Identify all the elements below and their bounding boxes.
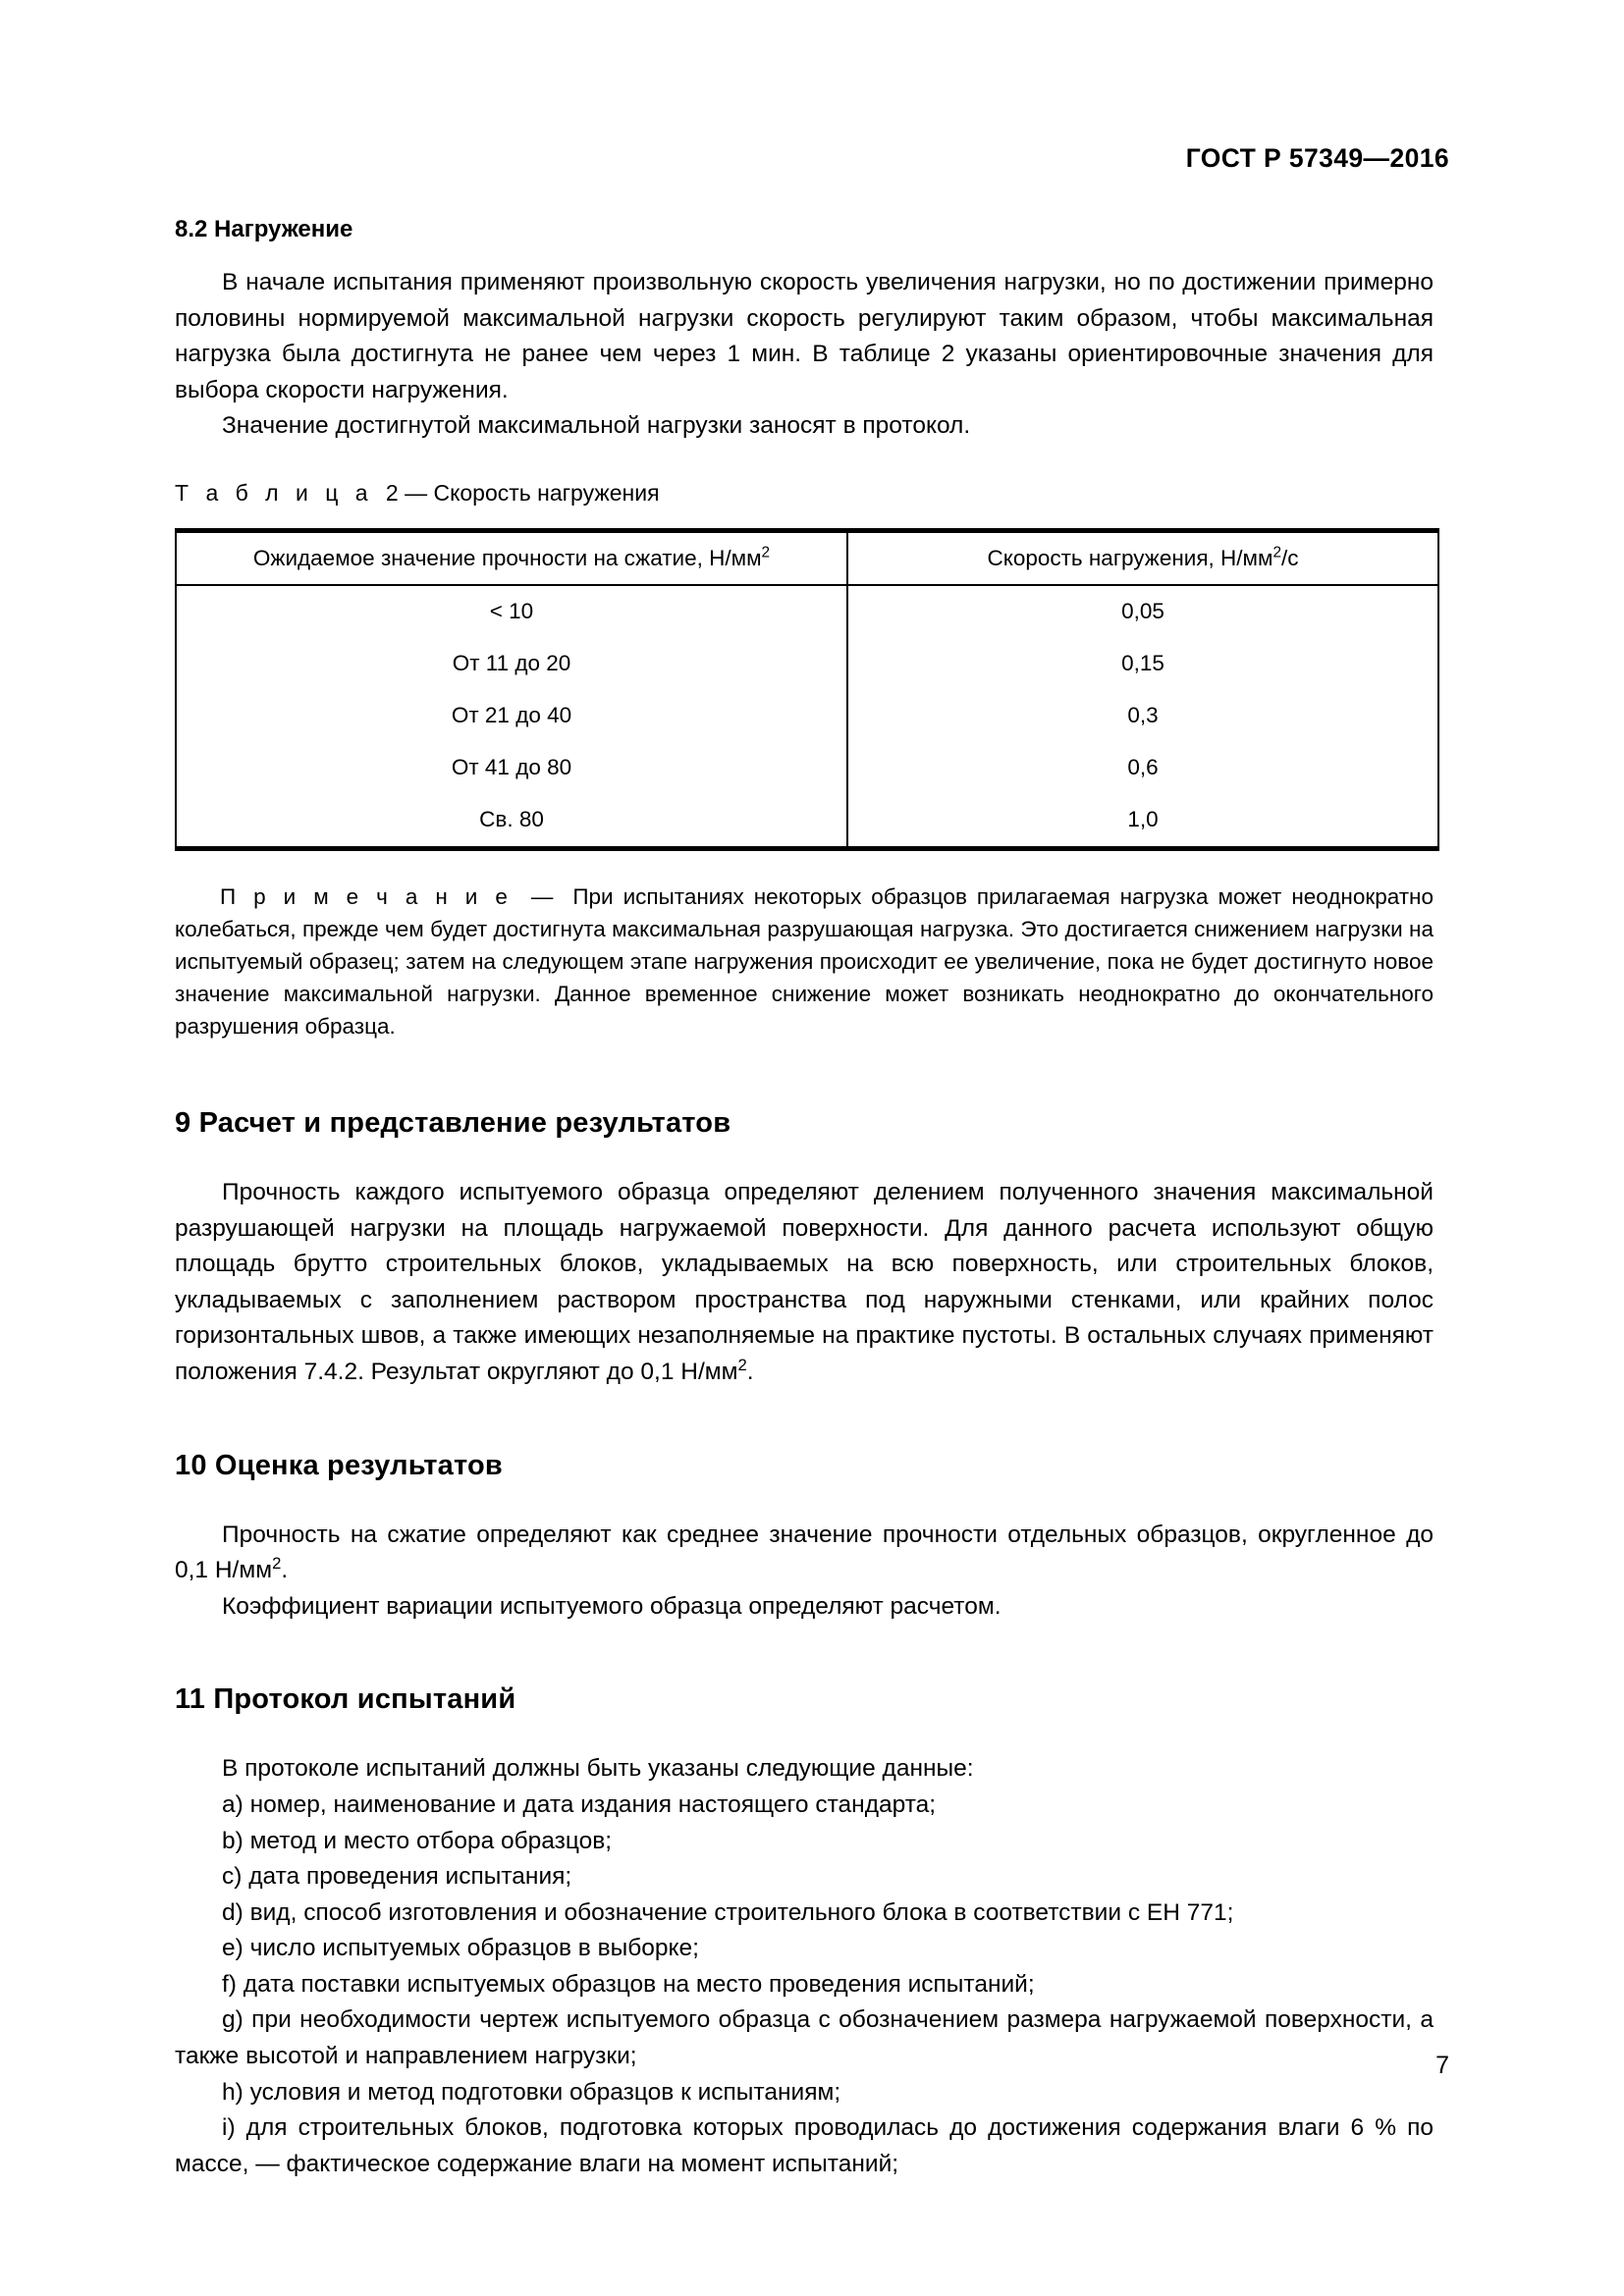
table-caption-label: Т а б л и ц а [175, 479, 374, 506]
table-body [176, 585, 1438, 849]
cell-strength: От 21 до 40 [176, 690, 847, 742]
heading-11: 11 Протокол испытаний [175, 1683, 516, 1716]
cell-rate: 0,05 [847, 585, 1438, 638]
cell-strength: < 10 [176, 585, 847, 638]
page-content [175, 0, 1434, 2182]
heading-8-2: 8.2 Нагружение [175, 216, 353, 242]
table-row [176, 690, 1438, 742]
table-header-row [176, 530, 1438, 585]
paragraph-10-1-suffix: . [281, 1557, 289, 1584]
table-head [176, 530, 1438, 585]
cell-strength: От 11 до 20 [176, 638, 847, 690]
column-header-strength-text: Ожидаемое значение прочности на сжатие, Н/мм [252, 545, 762, 570]
cell-rate: 0,15 [847, 638, 1438, 690]
cell-rate: 0,6 [847, 742, 1438, 794]
column-header-rate [847, 530, 1438, 585]
heading-9: 9 Расчет и представление результатов [175, 1106, 731, 1139]
paragraph-10-1-superscript: 2 [272, 1553, 282, 1573]
paragraph-10-1 [175, 1518, 1434, 1589]
running-header-standard-id: ГОСТ Р 57349—2016 [1185, 143, 1449, 173]
paragraph-9-1-superscript: 2 [737, 1355, 747, 1374]
list-item: g) при необходимости чертеж испытуемого образца с обозначением размера нагружаемой поверхности, а также высотой и направлением нагрузки; [175, 2006, 1434, 2070]
paragraph-9-1-text: Прочность каждого испытуемого образца определяют делением полученного значения максимальной разрушающей нагрузки на площадь нагружаемой поверхности. Для данного расчета используют общую площадь брутто строительных блоков, укладываемых на всю поверхность, или строительных блоков, укладываемых с заполнением раствором пространства под наружными стенками, или крайних полос горизонтальных швов, а также имеющих незаполняемые на практике пустоты. В остальных случаях применяют положения 7.4.2. Результат округляют до 0,1 Н/мм [175, 1178, 1434, 1385]
list-item: c) дата проведения испытания; [222, 1863, 572, 1891]
list-item: d) вид, способ изготовления и обозначение строительного блока в соответствии с ЕН 771; [222, 1898, 1234, 1926]
table-2-caption [175, 480, 1434, 507]
column-header-strength [176, 530, 847, 585]
note-label: П р и м е ч а н и е [220, 883, 512, 909]
cell-strength: Св. 80 [176, 794, 847, 849]
column-header-rate-superscript: 2 [1272, 544, 1281, 561]
table-row [176, 638, 1438, 690]
paragraph-10-1-text: Прочность на сжатие определяют как среднее значение прочности отдельных образцов, округленное до 0,1 Н/мм [175, 1521, 1434, 1584]
cell-rate: 1,0 [847, 794, 1438, 849]
list-item: b) метод и место отбора образцов; [222, 1827, 613, 1854]
list-item: f) дата поставки испытуемых образцов на место проведения испытаний; [222, 1970, 1035, 1998]
column-header-rate-suffix: /с [1281, 545, 1299, 570]
column-header-rate-text: Скорость нагружения, Н/мм [987, 545, 1273, 570]
column-header-strength-superscript: 2 [761, 544, 771, 561]
note-text: При испытаниях некоторых образцов прилагаемая нагрузка может неоднократно колебаться, прежде чем будет достигнута максимальная разрушающая нагрузка. Это достигается снижением нагрузки на испытуемый образец; затем на следующем этапе нагружения происходит ее увеличение, пока не будет достигнуто новое значение максимальной нагрузки. Данное временное снижение может возникать неоднократно до окончательного разрушения образца. [175, 883, 1434, 1039]
cell-rate: 0,3 [847, 690, 1438, 742]
paragraph-11-intro: В протоколе испытаний должны быть указаны следующие данные: [222, 1755, 974, 1783]
table-2-note [175, 881, 1434, 1042]
paragraph-10-2: Коэффициент вариации испытуемого образца определяют расчетом. [222, 1592, 1001, 1620]
note-dash: — [530, 883, 554, 909]
page-number: 7 [1435, 2052, 1449, 2079]
heading-10: 10 Оценка результатов [175, 1449, 503, 1481]
cell-strength: От 41 до 80 [176, 742, 847, 794]
paragraph-9-1-suffix: . [746, 1358, 754, 1385]
table-caption-dash: — [405, 479, 428, 506]
table-row [176, 742, 1438, 794]
table-row [176, 585, 1438, 638]
table-row [176, 794, 1438, 849]
list-item: a) номер, наименование и дата издания настоящего стандарта; [222, 1790, 937, 1818]
table-caption-number: 2 [385, 479, 399, 506]
list-item: h) условия и метод подготовки образцов к испытаниям; [222, 2078, 841, 2106]
table-caption-title: Скорость нагружения [433, 479, 660, 506]
loading-rate-table [175, 528, 1439, 851]
list-item: i) для строительных блоков, подготовка которых проводилась до достижения содержания влаги 6 % по массе, — фактическое содержание влаги на момент испытаний; [175, 2114, 1434, 2177]
paragraph-8-2-2: Значение достигнутой максимальной нагрузки заносят в протокол. [222, 412, 971, 440]
paragraph-8-2-1: В начале испытания применяют произвольную скорость увеличения нагрузки, но по достижении примерно половины нормируемой максимальной нагрузки скорость регулируют таким образом, чтобы максимальная нагрузка была достигнута не ранее чем через 1 мин. В таблице 2 указаны ориентировочные значения для выбора скорости нагружения. [175, 269, 1434, 403]
paragraph-9-1 [175, 1175, 1434, 1391]
list-item: e) число испытуемых образцов в выборке; [222, 1935, 699, 1962]
